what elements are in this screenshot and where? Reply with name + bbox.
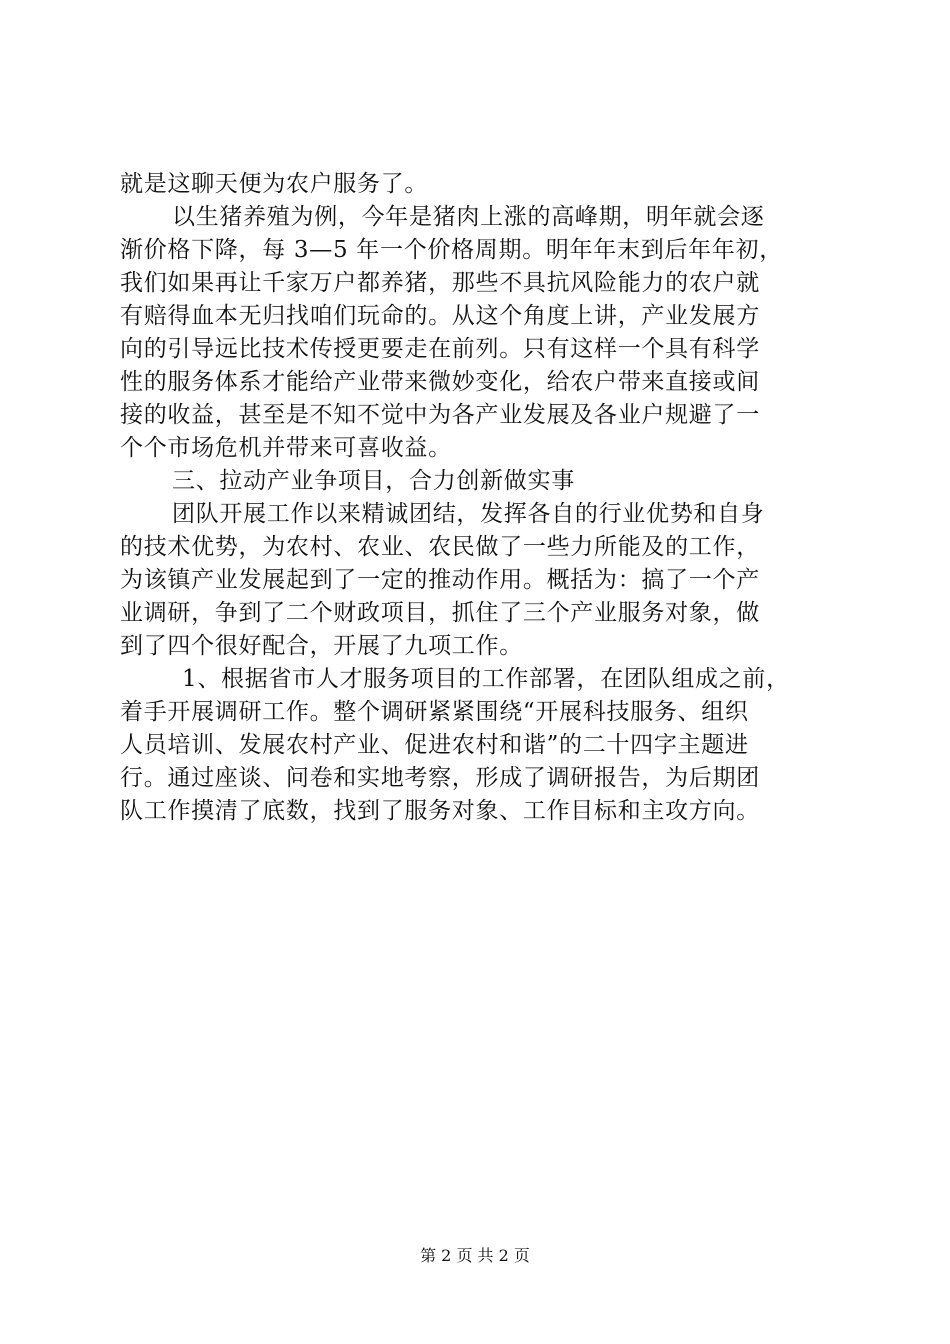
text-line: 的技术优势，为农村、农业、农民做了一些力所能及的工作， [120,534,760,560]
page-footer [0,1244,950,1268]
text-line: 渐价格下降，每 3—5 年一个价格周期。明年年末到后年年初， [120,237,783,263]
text-line: 1、根据省市人才服务项目的工作部署，在团队组成之前， [182,666,790,692]
section-heading: 三、拉动产业争项目，合力创新做实事 [172,468,575,494]
page-number: 第 2 页 共 2 页 [420,1246,530,1265]
text-line: 性的服务体系才能给产业带来微妙变化，给农户带来直接或间 [120,369,760,395]
text-line: 向的引导远比技术传授更要走在前列。只有这样一个具有科学 [120,336,760,362]
text-line: 行。通过座谈、问卷和实地考察，形成了调研报告，为后期团 [120,765,760,791]
text-line: 就是这聊天便为农户服务了。 [120,171,429,197]
text-line: 有赔得血本无归找咱们玩命的。从这个角度上讲，产业发展方 [120,303,760,329]
text-line: 着手开展调研工作。整个调研紧紧围绕“开展科技服务、组织 [120,699,749,725]
document-body [120,168,832,828]
text-line: 队工作摸清了底数，找到了服务对象、工作目标和主攻方向。 [120,798,760,824]
text-line: 个个市场危机并带来可喜收益。 [120,435,452,461]
text-line: 业调研，争到了二个财政项目，抓住了三个产业服务对象，做 [120,600,760,626]
text-line: 以生猪养殖为例，今年是猪肉上涨的高峰期，明年就会逐 [172,204,765,230]
text-line: 接的收益，甚至是不知不觉中为各产业发展及各业户规避了一 [120,402,760,428]
text-line: 人员培训、发展农村产业、促进农村和谐”的二十四字主题进 [120,732,749,758]
text-line: 团队开展工作以来精诚团结，发挥各自的行业优势和自身 [172,501,765,527]
text-line: 我们如果再让千家万户都养猪，那些不具抗风险能力的农户就 [120,270,760,296]
text-line: 为该镇产业发展起到了一定的推动作用。概括为：搞了一个产 [120,567,760,593]
text-line: 到了四个很好配合，开展了九项工作。 [120,633,523,659]
